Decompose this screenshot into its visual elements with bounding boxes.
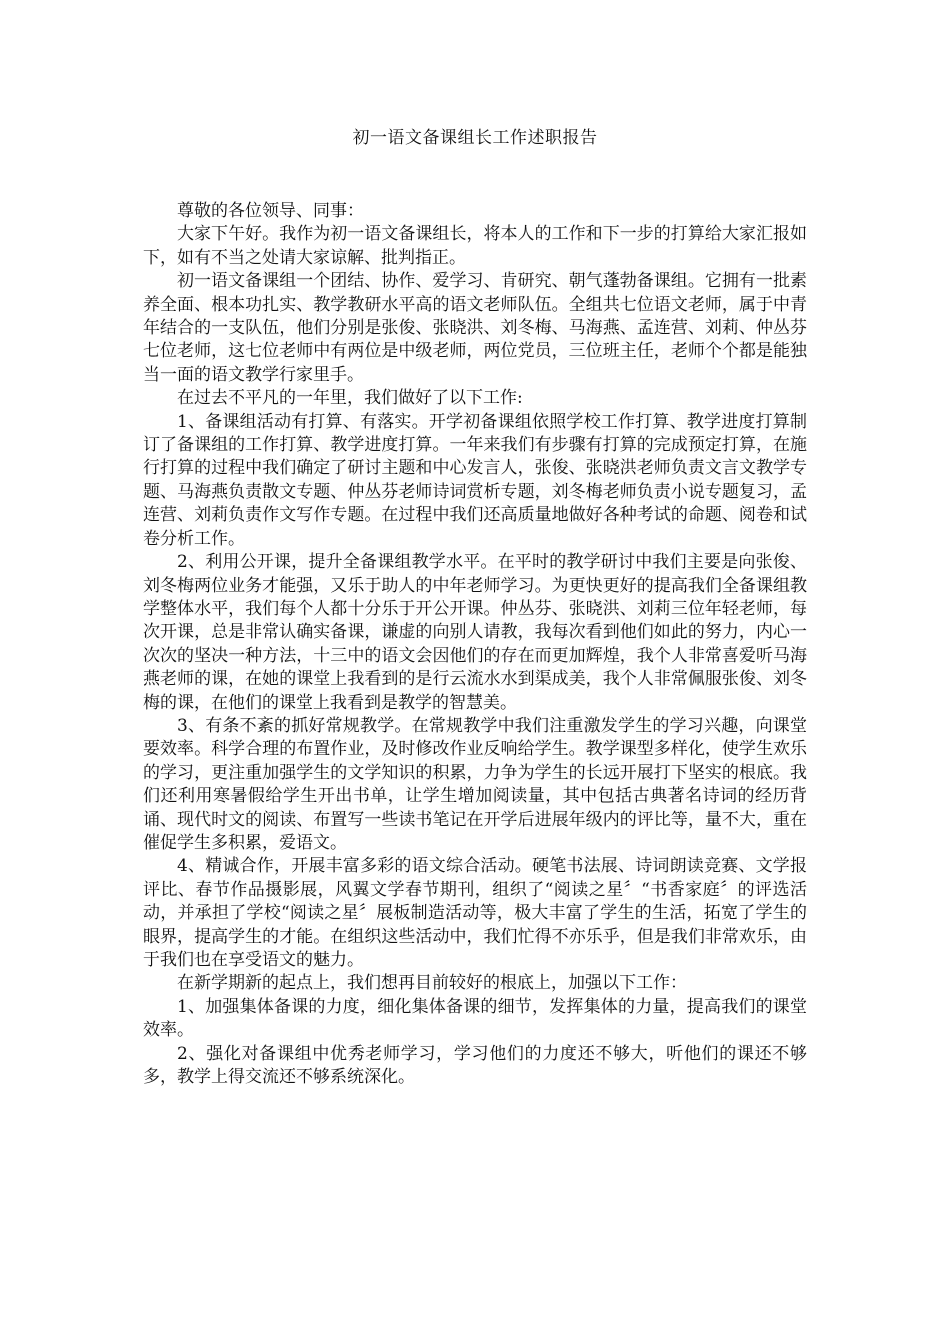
paragraph-work-intro: 在过去不平凡的一年里，我们做好了以下工作:	[177, 388, 523, 409]
paragraph-item-1: 1、备课组活动有打算、有落实。开学初备课组依照学校工作打算、教学进度打算制订了备课组的工作打算、教学进度打算。一年来我们有步骤有打算的完成预定打算，在施行打算的过程中我们确定了研讨主题和中心发言人，张俊、张晓洪老师负责文言文教学专题、马海燕负责散文专题、仲丛芬老师诗词赏析专题，刘冬梅老师负责小说专题复习，孟连营、刘莉负责作文写作专题。在过程中我们还高质量地做好各种考试的命题、阅卷和试卷分析工作。	[143, 411, 807, 549]
document-title: 初一语文备课组长工作述职报告	[352, 128, 598, 148]
paragraph-item-4: 4、精诚合作，开展丰富多彩的语文综合活动。硬笔书法展、诗词朗读竞赛、文学报评比、春节作品摄影展，风翼文学春节期刊，组织了“阅读之星〞“书香家庭〞的评选活动，并承担了学校“阅读之星〞展板制造活动等，极大丰富了学生的生活，拓宽了学生的眼界，提高学生的才能。在组织这些活动中，我们忙得不亦乐乎，但是我们非常欢乐，由于我们也在享受语文的魅力。	[143, 856, 807, 970]
paragraph-item-2: 2、利用公开课，提升全备课组教学水平。在平时的教学研讨中我们主要是向张俊、刘冬梅两位业务才能强，又乐于助人的中年老师学习。为更快更好的提高我们全备课组教学整体水平，我们每个人都十分乐于开公开课。仲丛芬、张晓洪、刘莉三位年轻老师，每次开课，总是非常认确实备课，谦虚的向别人请教，我每次看到他们如此的努力，内心一次次的坚决一种方法，十三中的语文会因他们的存在而更加辉煌，我个人非常喜爱听马海燕老师的课，在她的课堂上我看到的是行云流水水到渠成美，我个人非常佩服张俊、刘冬梅的课，在他们的课堂上我看到是教学的智慧美。	[143, 552, 807, 713]
paragraph-team-intro: 初一语文备课组一个团结、协作、爱学习、肯研究、朝气蓬勃备课组。它拥有一批素养全面、根本功扎实、教学教研水平高的语文老师队伍。全组共七位语文老师，属于中青年结合的一支队伍，他们分别是张俊、张晓洪、刘冬梅、马海燕、孟连营、刘莉、仲丛芬七位老师，这七位老师中有两位是中级老师，两位党员，三位班主任，老师个个都是能独当一面的语文教学行家里手。	[143, 271, 807, 385]
paragraph-item-3: 3、有条不紊的抓好常规教学。在常规教学中我们注重激发学生的学习兴趣，向课堂要效率。科学合理的布置作业，及时修改作业反响给学生。教学课型多样化，使学生欢乐的学习，更注重加强学生的文学知识的积累，力争为学生的长远开展打下坚实的根底。我们还利用寒暑假给学生开出书单，让学生增加阅读量，其中包括古典著名诗词的经历背诵、现代时文的阅读、布置写一些读书笔记在开学后进展年级内的评比等，量不大，重在催促学生多积累，爱语文。	[143, 715, 807, 853]
salutation: 尊敬的各位领导、同事：	[177, 201, 364, 221]
paragraph-new-term: 在新学期新的起点上，我们想再目前较好的根底上，加强以下工作：	[177, 973, 687, 994]
paragraph-plan-1: 1、加强集体备课的力度，细化集体备课的细节，发挥集体的力量，提高我们的课堂效率。	[143, 996, 807, 1041]
paragraph-plan-2: 2、强化对备课组中优秀老师学习，学习他们的力度还不够大，听他们的课还不够多，教学上得交流还不够系统深化。	[143, 1043, 807, 1088]
paragraph-greeting: 大家下午好。我作为初一语文备课组长，将本人的工作和下一步的打算给大家汇报如下，如有不当之处请大家谅解、批判指正。	[143, 224, 807, 268]
document-body	[143, 200, 807, 1089]
